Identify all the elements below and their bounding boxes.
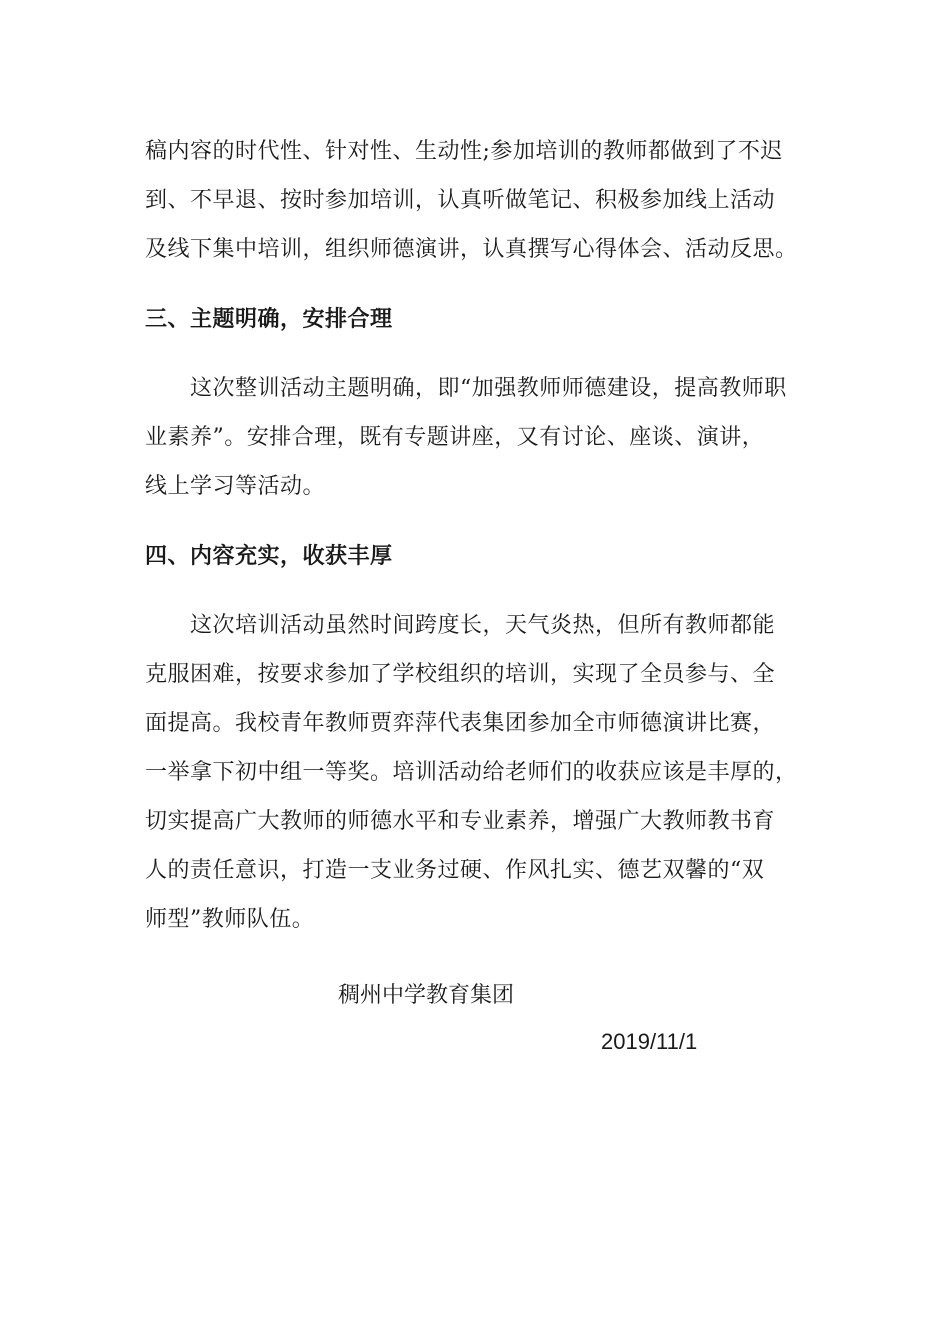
signature-organization: 稠州中学教育集团 [338,983,515,1008]
paragraph-line: 师型”教师队伍。 [145,907,315,932]
paragraph-line: 业素养”。安排合理，既有专题讲座，又有讨论、座谈、演讲， [145,425,765,450]
paragraph-line: 线上学习等活动。 [145,474,326,499]
signature-date: 2019/11/1 [601,1029,698,1054]
paragraph-line: 克服困难，按要求参加了学校组织的培训，实现了全员参与、全 [145,662,776,687]
section-heading: 三、主题明确，安排合理 [145,307,393,332]
section-heading: 四、内容充实，收获丰厚 [145,544,393,569]
paragraph-line: 面提高。我校青年教师贾弈萍代表集团参加全市师德演讲比赛， [145,711,776,736]
paragraph-line: 到、不早退、按时参加培训，认真听做笔记、积极参加线上活动 [145,188,776,213]
paragraph-line: 这次整训活动主题明确，即“加强教师师德建设，提高教师职 [145,376,787,401]
paragraph-line: 及线下集中培训，组织师德演讲，认真撰写心得体会、活动反思。 [145,237,798,262]
paragraph-line: 一举拿下初中组一等奖。培训活动给老师们的收获应该是丰厚的， [145,760,798,785]
paragraph-line: 稿内容的时代性、针对性、生动性;参加培训的教师都做到了不迟 [145,139,783,164]
paragraph-line: 人的责任意识，打造一支业务过硬、作风扎实、德艺双馨的“双 [145,858,765,883]
paragraph-line: 切实提高广大教师的师德水平和专业素养，增强广大教师教书育 [145,809,776,834]
paragraph-line: 这次培训活动虽然时间跨度长，天气炎热，但所有教师都能 [145,613,776,638]
